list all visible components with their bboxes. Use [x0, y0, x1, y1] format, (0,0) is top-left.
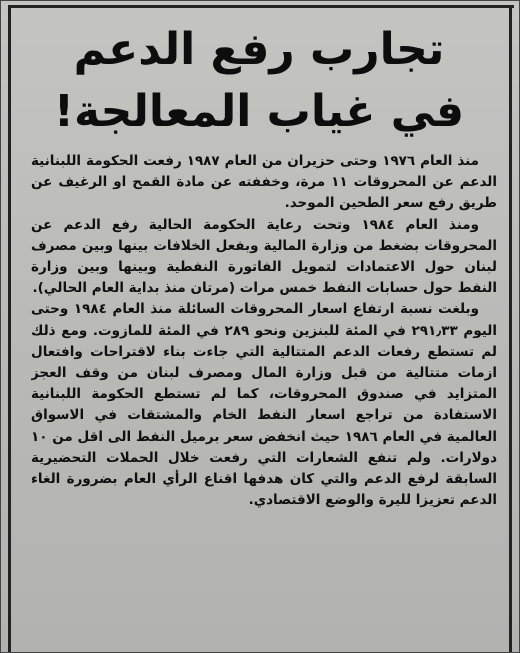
- article-paragraph-3: وبلغت نسبة ارتفاع اسعار المحروقات السائلة منذ العام ١٩٨٤ وحتى اليوم ٢٩١٫٣٣ في المئة للبنزين ونحو ٢٨٩ في المئة للمازوت. ومع ذلك لم تستطع رفعات الدعم المتتالية التي جاءت بناء لاقتراحات وافتعال ازمات متتالية من قبل وزارة المال ومصرف لبنان من وقف العجز المتزايد في صندوق المحروقات، كما لم تستطع الحكومة اللبنانية الاستفادة من تراجع اسعار النفط الخام والمشتقات في الاسواق العالمية في العام ١٩٨٦ حيث انخفض سعر برميل النفط الى اقل من ١٠ دولارات. ولم تنفع الشعارات التي رفعت خلال الحملات التحضيرية السابقة لرفع الدعم والتي كان هدفها اقناع الرأي العام بضرورة الغاء الدعم تعزيزا لليرة والوضع الاقتصادي.: [31, 301, 497, 509]
- frame-border-left: [8, 5, 11, 653]
- article-paragraph-1: منذ العام ١٩٧٦ وحتى حزيران من العام ١٩٨٧ رفعت الحكومة اللبنانية الدعم عن المحروقات ١١ مرة، وخففته عن مادة القمح او الرغيف عن طريق رفع سعر الطحين الموحد.: [31, 153, 497, 212]
- frame-border-right: [509, 5, 512, 653]
- article-headline: [39, 19, 479, 143]
- headline-line-2: في غياب المعالجة!: [53, 86, 465, 137]
- headline-line-1: تجارب رفع الدعم: [73, 24, 445, 75]
- article-paragraph-2: ومنذ العام ١٩٨٤ وتحت رعاية الحكومة الحالية رفع الدعم عن المحروقات بضغط من وزارة المالية وبفعل الخلافات بينها وبين مصرف لبنان حول الاعتمادات لتمويل الفاتورة النفطية وبينها وبين وزارة النفط حول حسابات النفط خمس مرات (مرتان منذ بداية العام الحالي).: [31, 216, 497, 297]
- frame-border-top: [8, 5, 514, 8]
- article-body: [31, 151, 497, 651]
